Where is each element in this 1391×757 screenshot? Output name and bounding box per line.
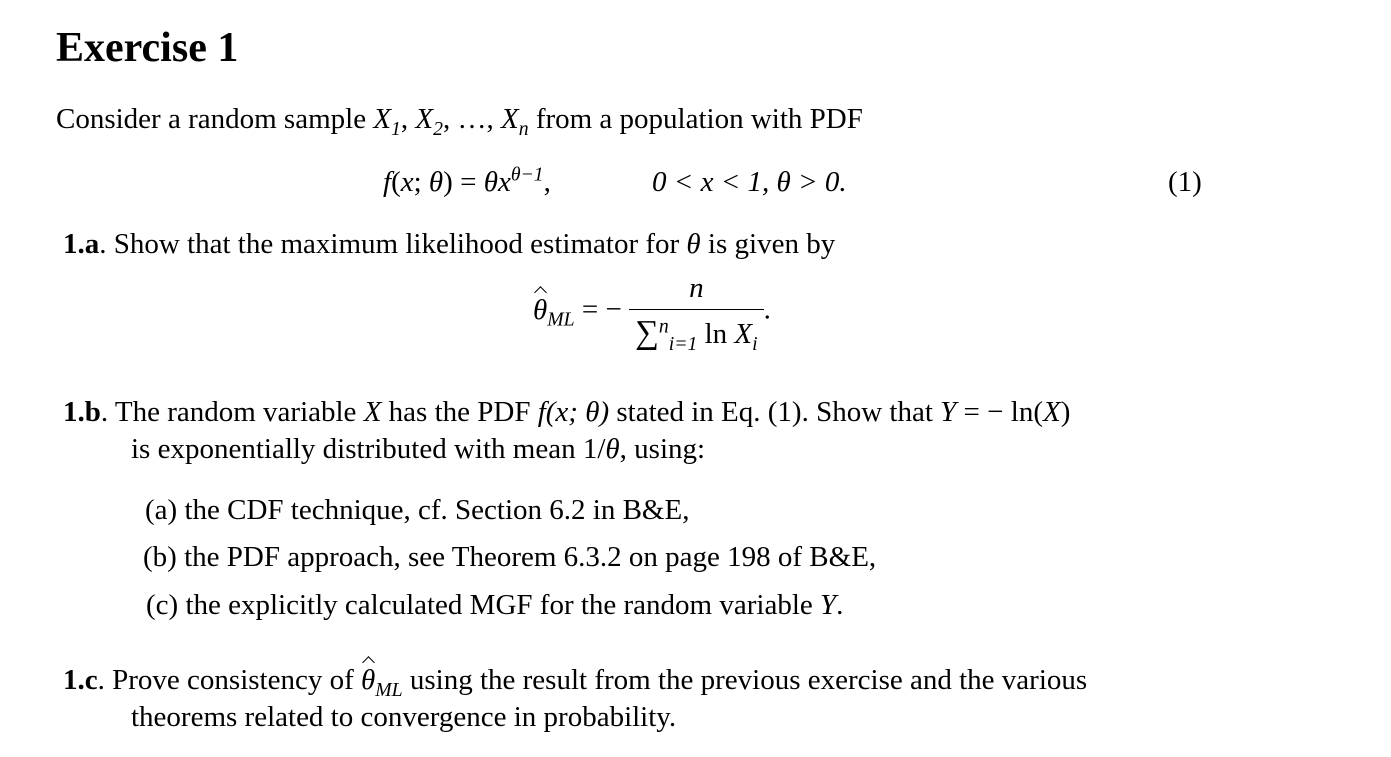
ml-estimator-formula: $\theta_{ML}$ = − $\frac{n}{\sum^n_{i=1} \ln X_i}$ . (533, 272, 771, 355)
part-b-label: 1.b (63, 396, 101, 428)
equation-1-condition: 0 < x < 1, θ > 0. (652, 166, 847, 198)
estimator-fraction (629, 272, 764, 355)
part-c-label: 1.c (63, 664, 98, 696)
part-a-label: 1.a (63, 228, 100, 260)
list-marker-a: (a) (145, 494, 178, 526)
list-marker-b: (b) (143, 541, 177, 573)
fraction-denominator: ∑$^n_{i=1}$ $\ln X_i$ (629, 309, 764, 352)
part-a-text: 1.a. Show that the maximum likelihood estimator for θ is given by (63, 228, 836, 260)
part-c-line-1: 1.c. Prove consistency of $\theta_{ML}$ using the result from the previous exercise and the various (63, 664, 1088, 701)
intro-paragraph: Consider a random sample $X_1$, $X_2$, …, $X_n$ from a population with PDF (56, 103, 863, 140)
sample-x1: $X_1$ (373, 103, 401, 140)
part-c-line-2: theorems related to convergence in probability. (131, 701, 677, 733)
list-marker-c: (c) (146, 589, 179, 621)
theta-hat: θ (361, 664, 376, 696)
list-item: (c) the explicitly calculated MGF for the random variable Y. (146, 589, 844, 621)
theta-hat: θ (533, 293, 548, 326)
part-b-line-1: 1.b. The random variable X has the PDF f(x; θ) stated in Eq. (1). Show that Y = − ln(X) (63, 396, 1071, 428)
equation-1: f(x; $\theta) = \theta x^{\theta-1}$, (383, 163, 551, 198)
sample-x2: $X_2$ (415, 103, 443, 140)
ellipsis: … (457, 103, 487, 135)
fraction-numerator: n (689, 272, 704, 304)
sample-xn: $X_n$ (500, 103, 529, 140)
intro-text: Consider a random sample (56, 103, 367, 135)
exercise-title: Exercise 1 (56, 25, 239, 71)
list-item: (a) the CDF technique, cf. Section 6.2 in B&E, (145, 494, 690, 526)
part-b-line-2: is exponentially distributed with mean 1/θ, using: (131, 433, 706, 465)
intro-text-after: from a population with PDF (535, 103, 863, 135)
list-item: (b) the PDF approach, see Theorem 6.3.2 on page 198 of B&E, (143, 541, 877, 573)
equation-1-label: (1) (1168, 166, 1202, 198)
